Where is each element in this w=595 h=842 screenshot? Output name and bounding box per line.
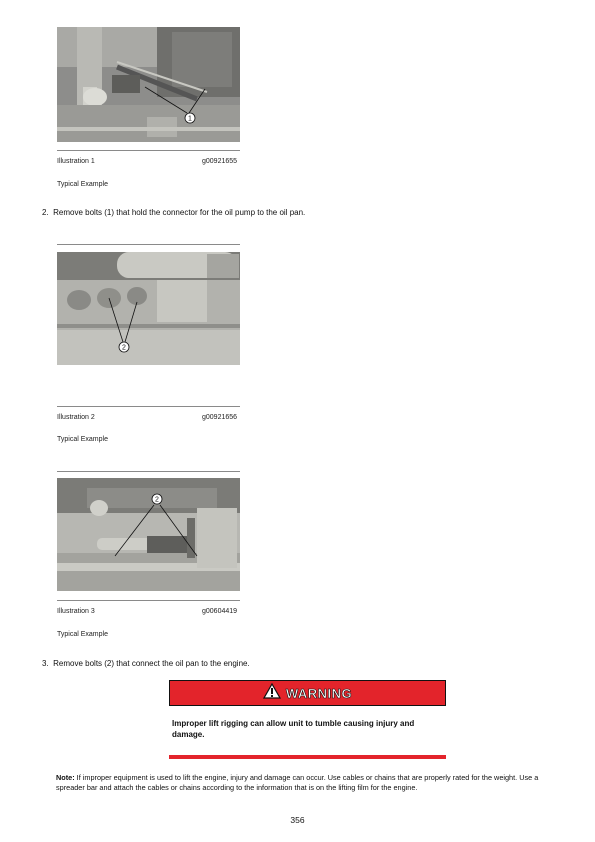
- step-number: 3.: [42, 659, 49, 668]
- figure-top-rule: [57, 244, 240, 245]
- figure-code: g00921655: [202, 158, 238, 165]
- step-3: [42, 659, 250, 668]
- svg-text:2: 2: [155, 496, 159, 504]
- figure-subcaption: Typical Example: [57, 631, 108, 638]
- warning-banner: [169, 680, 446, 706]
- caption-rule: [57, 150, 240, 151]
- step-text: Remove bolts (2) that connect the oil pan to the engine.: [53, 659, 250, 668]
- note-label: Note:: [56, 773, 75, 782]
- warning-bottom-bar: [169, 755, 446, 759]
- step-2: [42, 208, 305, 217]
- warning-triangle-icon: [263, 683, 281, 704]
- figure-code: g00921656: [202, 414, 238, 421]
- note-text: If improper equipment is used to lift the engine, injury and damage can occur. Use cables or chains that are properly rated for the weight. Use a spreader bar and attach the cables or chains according to the information that is on the lifting film for the engine.: [56, 773, 539, 792]
- figure-top-rule: [57, 471, 240, 472]
- step-number: 2.: [42, 208, 49, 217]
- figure-subcaption: Typical Example: [57, 181, 108, 188]
- caption-rule: [57, 406, 240, 407]
- figure-caption: Illustration 1: [57, 158, 95, 165]
- warning-text: Improper lift rigging can allow unit to tumble causing injury and damage.: [172, 719, 415, 739]
- figure-caption: Illustration 3: [57, 608, 95, 615]
- step-text: Remove bolts (1) that hold the connector for the oil pump to the oil pan.: [53, 208, 306, 217]
- illustration-2-photo: [57, 252, 240, 365]
- svg-text:2: 2: [122, 344, 126, 352]
- note-paragraph: [56, 773, 556, 793]
- page-number: 356: [290, 815, 305, 825]
- illustration-1-photo: [57, 27, 240, 142]
- figure-code: g00604419: [202, 608, 238, 615]
- figure-caption: Illustration 2: [57, 414, 95, 421]
- caption-rule: [57, 600, 240, 601]
- warning-label: WARNING: [285, 685, 353, 701]
- svg-text:1: 1: [188, 115, 192, 123]
- figure-subcaption: Typical Example: [57, 436, 108, 443]
- illustration-3-photo: [57, 478, 240, 591]
